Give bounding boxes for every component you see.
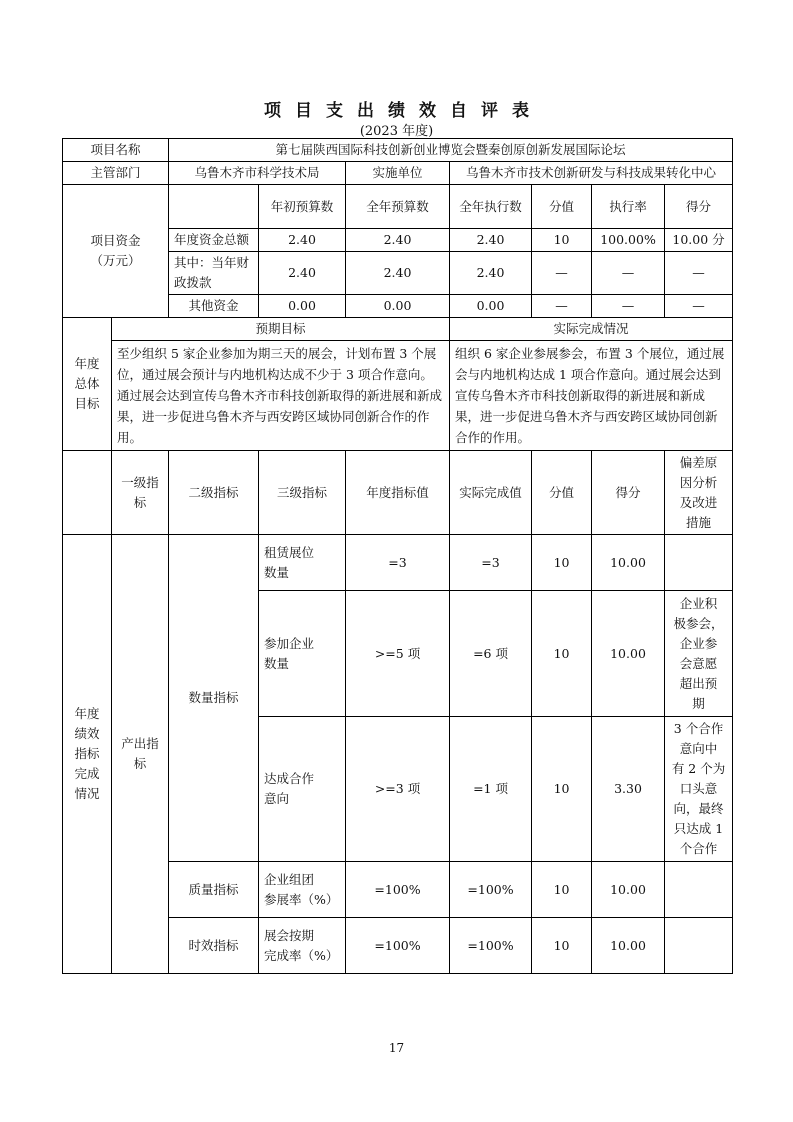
- funds-header-score-value: 分值: [532, 185, 592, 229]
- funds-cell: 0.00: [259, 295, 346, 318]
- target-cell: =100%: [346, 918, 450, 974]
- score-value-cell: 10: [532, 862, 592, 918]
- score-value-cell: 10: [532, 535, 592, 591]
- score-value-cell: 10: [532, 918, 592, 974]
- score-cell: 10.00: [592, 535, 665, 591]
- level3-cell: 展会按期 完成率（%）: [259, 918, 346, 974]
- funds-cell: —: [592, 295, 665, 318]
- header-score-value: 分值: [532, 451, 592, 535]
- score-value-cell: 10: [532, 591, 592, 717]
- level3-cell: 租赁展位 数量: [259, 535, 346, 591]
- actual-cell: =1 项: [450, 717, 532, 862]
- funds-cell: 10.00 分: [665, 229, 733, 252]
- funds-header-init: 年初预算数: [259, 185, 346, 229]
- deviation-cell: [665, 862, 733, 918]
- actual-cell: =100%: [450, 862, 532, 918]
- actual-goal-text: 组织 6 家企业参展参会，布置 3 个展位，通过展会与内地机构达成 1 项合作意向。通过展会达到宣传乌鲁木齐市科技创新取得的新进展和新成果，进一步促进乌鲁木齐与西安跨区域协同创新合作的作用。: [450, 341, 733, 451]
- dept-value: 乌鲁木齐市科学技术局: [169, 162, 346, 185]
- score-cell: 10.00: [592, 918, 665, 974]
- funds-row-label: 年度资金总额: [169, 229, 259, 252]
- funds-cell: —: [592, 252, 665, 295]
- unit-label: 实施单位: [346, 162, 450, 185]
- deviation-cell: 企业积 极参会， 企业参 会意愿 超出预 期: [665, 591, 733, 717]
- funds-cell: 2.40: [450, 252, 532, 295]
- project-name: 第七届陕西国际科技创新创业博览会暨秦创原创新发展国际论坛: [169, 139, 733, 162]
- score-cell: 10.00: [592, 591, 665, 717]
- funds-cell: —: [532, 252, 592, 295]
- funds-blank-header: [169, 185, 259, 229]
- funds-cell: 10: [532, 229, 592, 252]
- indicator-blank-header: [63, 451, 112, 535]
- funds-cell: 2.40: [259, 252, 346, 295]
- level2-quantity: 数量指标: [169, 535, 259, 862]
- funds-cell: 2.40: [346, 252, 450, 295]
- header-score: 得分: [592, 451, 665, 535]
- actual-goal-header: 实际完成情况: [450, 318, 733, 341]
- funds-header-exec: 全年执行数: [450, 185, 532, 229]
- funds-cell: —: [665, 252, 733, 295]
- funds-cell: 0.00: [346, 295, 450, 318]
- evaluation-table: [62, 138, 733, 974]
- dept-label: 主管部门: [63, 162, 169, 185]
- actual-cell: =6 项: [450, 591, 532, 717]
- score-cell: 3.30: [592, 717, 665, 862]
- level1-output: 产出指 标: [112, 535, 169, 974]
- project-name-label: 项目名称: [63, 139, 169, 162]
- level3-cell: 企业组团 参展率（%）: [259, 862, 346, 918]
- funds-header-score: 得分: [665, 185, 733, 229]
- header-level1: 一级指 标: [112, 451, 169, 535]
- funds-cell: 100.00%: [592, 229, 665, 252]
- unit-value: 乌鲁木齐市技术创新研发与科技成果转化中心: [450, 162, 733, 185]
- funds-cell: 2.40: [259, 229, 346, 252]
- funds-label: 项目资金 （万元）: [63, 185, 169, 318]
- target-cell: =100%: [346, 862, 450, 918]
- funds-row-label: 其他资金: [169, 295, 259, 318]
- header-deviation: 偏差原 因分析 及改进 措施: [665, 451, 733, 535]
- header-actual: 实际完成值: [450, 451, 532, 535]
- header-level3: 三级指标: [259, 451, 346, 535]
- level2-quality: 质量指标: [169, 862, 259, 918]
- deviation-cell: 3 个合作 意向中 有 2 个为 口头意 向，最终 只达成 1 个合作: [665, 717, 733, 862]
- actual-cell: =3: [450, 535, 532, 591]
- level3-cell: 达成合作 意向: [259, 717, 346, 862]
- page-number: 17: [388, 1041, 405, 1055]
- funds-cell: —: [665, 295, 733, 318]
- level3-cell: 参加企业 数量: [259, 591, 346, 717]
- funds-header-budget: 全年预算数: [346, 185, 450, 229]
- deviation-cell: [665, 535, 733, 591]
- target-cell: >=3 项: [346, 717, 450, 862]
- target-cell: =3: [346, 535, 450, 591]
- target-cell: >=5 项: [346, 591, 450, 717]
- funds-cell: —: [532, 295, 592, 318]
- deviation-cell: [665, 918, 733, 974]
- score-cell: 10.00: [592, 862, 665, 918]
- funds-header-rate: 执行率: [592, 185, 665, 229]
- score-value-cell: 10: [532, 717, 592, 862]
- funds-cell: 2.40: [450, 229, 532, 252]
- level2-timeliness: 时效指标: [169, 918, 259, 974]
- goals-label: 年度 总体 目标: [63, 318, 112, 451]
- header-level2: 二级指标: [169, 451, 259, 535]
- report-year: (2023 年度): [359, 124, 434, 139]
- funds-cell: 2.40: [346, 229, 450, 252]
- page-title: 项目支出绩效自评表: [264, 101, 543, 121]
- performance-section-label: 年度 绩效 指标 完成 情况: [63, 535, 112, 974]
- header-target: 年度指标值: [346, 451, 450, 535]
- expected-goal-header: 预期目标: [112, 318, 450, 341]
- funds-row-label: 其中：当年财政拨款: [169, 252, 259, 295]
- expected-goal-text: 至少组织 5 家企业参加为期三天的展会，计划布置 3 个展位，通过展会预计与内地机构达成不少于 3 项合作意向。通过展会达到宣传乌鲁木齐市科技创新取得的新进展和新成果，进一步促进乌鲁木齐与西安跨区域协同创新合作的作用。: [112, 341, 450, 451]
- funds-cell: 0.00: [450, 295, 532, 318]
- actual-cell: =100%: [450, 918, 532, 974]
